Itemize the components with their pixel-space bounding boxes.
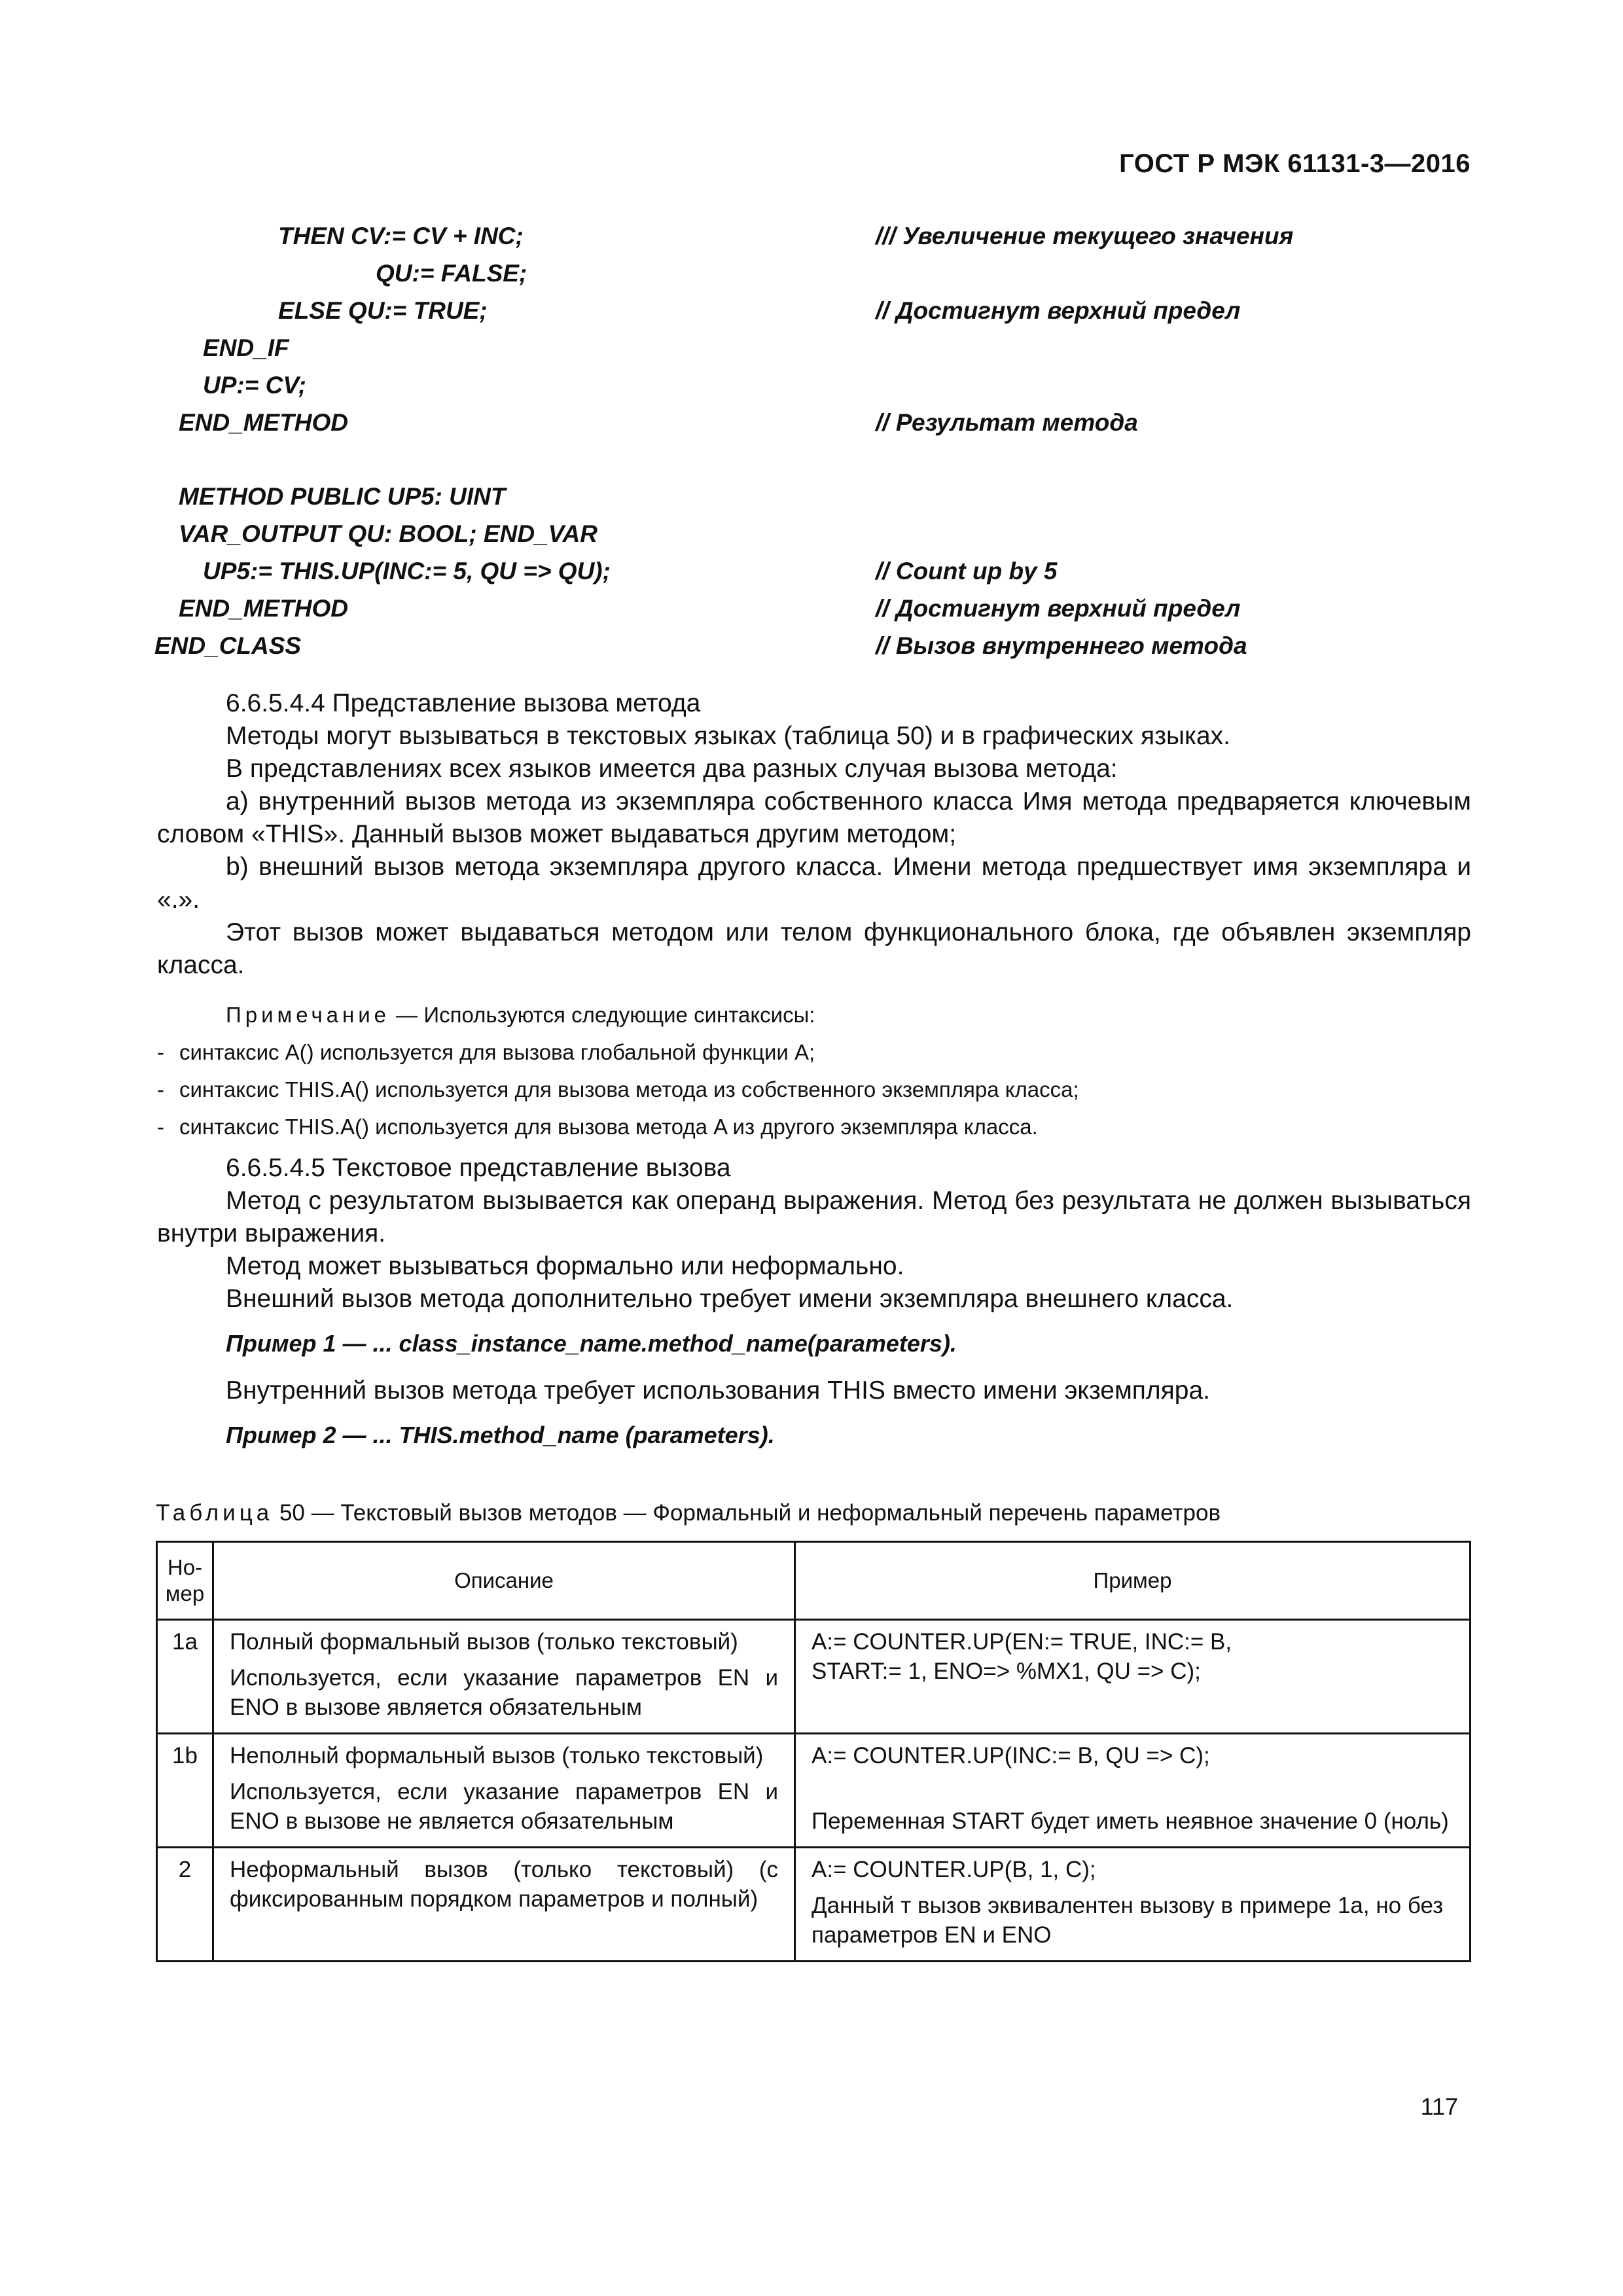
example-line: START:= 1, ENO=> %MX1, QU => C); [812, 1659, 1201, 1684]
paragraph: Внутренний вызов метода требует использования THIS вместо имени экземпляра. [226, 1376, 1210, 1405]
code-text: UP:= CV; [203, 372, 306, 399]
code-line [0, 297, 1623, 334]
note-item-text: синтаксис A() используется для вызова глобальной функции A; [179, 1040, 815, 1064]
code-text: END_METHOD [179, 595, 349, 622]
example-1: Пример 1 — ... class_instance_name.method_name(parameters). [226, 1330, 957, 1357]
example-line: A:= COUNTER.UP(B, 1, C); [812, 1857, 1096, 1882]
row-example [795, 1620, 1471, 1734]
code-comment: // Результат метода [876, 409, 1138, 436]
body-text [157, 687, 1471, 1466]
code-line [0, 595, 1623, 632]
paragraph: Метод с результатом вызывается как операнд выражения. Метод без результата не должен вызываться внутри выражения. [157, 1187, 1471, 1247]
description-line: Неполный формальный вызов (только текстовый) [230, 1743, 764, 1768]
note-label: Примечание [226, 1003, 391, 1027]
example-2: Пример 2 — ... THIS.method_name (parameters). [226, 1422, 775, 1448]
note [157, 996, 1471, 1145]
code-line [0, 334, 1623, 372]
table-caption-text: 50 — Текстовый вызов методов — Формальный и неформальный перечень параметров [273, 1500, 1221, 1526]
row-description [213, 1848, 795, 1962]
example-line: A:= COUNTER.UP(INC:= B, QU => C); [812, 1743, 1210, 1768]
document-header: ГОСТ Р МЭК 61131-3—2016 [1119, 149, 1471, 178]
note-item-text: синтаксис THIS.A() используется для вызова метода из собственного экземпляра класса; [179, 1077, 1079, 1102]
description-line: Используется, если указание параметров EN и ENO в вызове не является обязательным [230, 1779, 778, 1834]
code-text: METHOD PUBLIC UP5: UINT [179, 483, 506, 510]
paragraph: Внешний вызов метода дополнительно требует имени экземпляра внешнего класса. [226, 1285, 1234, 1313]
header-example: Пример [795, 1542, 1471, 1620]
paragraph: b) внешний вызов метода экземпляра другого класса. Имени метода предшествует имя экземпляра и «.». [157, 853, 1471, 914]
dash-bullet: - [157, 1040, 164, 1064]
code-comment: // Вызов внутреннего метода [876, 632, 1247, 659]
paragraph: a) внутренний вызов метода из экземпляра собственного класса Имя метода предваряется ключевым словом «THIS». Данный вызов может выдаваться другим методом; [157, 787, 1471, 848]
table-header-row [157, 1542, 1471, 1620]
row-num: 2 [157, 1848, 213, 1962]
note-item [157, 1033, 1471, 1071]
row-num: 1a [157, 1620, 213, 1734]
note-item [157, 1108, 1471, 1145]
note-title-text: — Используются следующие синтаксисы: [390, 1003, 815, 1027]
note-item-text: синтаксис THIS.A() используется для вызова метода A из другого экземпляра класса. [179, 1115, 1038, 1139]
code-line [0, 409, 1623, 446]
code-line [0, 632, 1623, 670]
note-title [157, 996, 1471, 1033]
example-line: Переменная START будет иметь неявное значение 0 (ноль) [812, 1808, 1449, 1834]
row-description [213, 1620, 795, 1734]
code-comment: // Count up by 5 [876, 558, 1058, 584]
code-text: THEN CV:= CV + INC; [278, 223, 524, 249]
header-description: Описание [213, 1542, 795, 1620]
code-blank-line [0, 446, 1623, 483]
code-text: UP5:= THIS.UP(INC:= 5, QU => QU); [203, 558, 611, 584]
paragraph: Этот вызов может выдаваться методом или телом функционального блока, где объявлен экземпляр класса. [157, 918, 1471, 979]
table-caption [156, 1500, 1221, 1526]
code-line [0, 520, 1623, 558]
description-line: Полный формальный вызов (только текстовый) [230, 1629, 738, 1655]
section-heading: 6.6.5.4.5 Текстовое представление вызова [226, 1154, 731, 1182]
code-text: ELSE QU:= TRUE; [278, 297, 488, 324]
section-heading: 6.6.5.4.4 Представление вызова метода [226, 689, 701, 717]
code-text: END_CLASS [154, 632, 302, 659]
code-comment: // Достигнут верхний предел [876, 297, 1241, 324]
code-line [0, 558, 1623, 595]
row-example [795, 1848, 1471, 1962]
code-text: QU:= FALSE; [376, 260, 527, 287]
table-caption-label: Таблица [156, 1500, 274, 1526]
page-number: 117 [1420, 2093, 1458, 2120]
code-line [0, 223, 1623, 260]
code-line [0, 260, 1623, 297]
example-line: A:= COUNTER.UP(EN:= TRUE, INC:= B, [812, 1629, 1232, 1655]
example-line: Данный т вызов эквивалентен вызову в примере 1a, но без параметров EN и ENO [812, 1893, 1444, 1948]
code-line [0, 372, 1623, 409]
description-line: Используется, если указание параметров EN и ENO в вызове является обязательным [230, 1665, 778, 1720]
row-num: 1b [157, 1734, 213, 1848]
code-comment: /// Увеличение текущего значения [876, 223, 1294, 249]
dash-bullet: - [157, 1077, 164, 1102]
dash-bullet: - [157, 1115, 164, 1139]
description-line: Неформальный вызов (только текстовый) (с фиксированным порядком параметров и полный) [230, 1857, 778, 1912]
code-text: END_METHOD [179, 409, 349, 436]
code-listing [0, 223, 1623, 670]
table-row [157, 1848, 1471, 1962]
code-text: END_IF [203, 334, 289, 361]
note-item [157, 1071, 1471, 1108]
paragraph: В представлениях всех языков имеется два разных случая вызова метода: [226, 755, 1118, 783]
row-description [213, 1734, 795, 1848]
table-row [157, 1734, 1471, 1848]
table-row [157, 1620, 1471, 1734]
paragraph: Метод может вызываться формально или неформально. [226, 1252, 904, 1280]
code-text: VAR_OUTPUT QU: BOOL; END_VAR [179, 520, 597, 547]
methods-table [156, 1541, 1471, 1962]
code-line [0, 483, 1623, 520]
header-num: Но-мер [157, 1542, 213, 1620]
code-comment: // Достигнут верхний предел [876, 595, 1241, 622]
row-example [795, 1734, 1471, 1848]
paragraph: Методы могут вызываться в текстовых языках (таблица 50) и в графических языках. [226, 722, 1230, 750]
